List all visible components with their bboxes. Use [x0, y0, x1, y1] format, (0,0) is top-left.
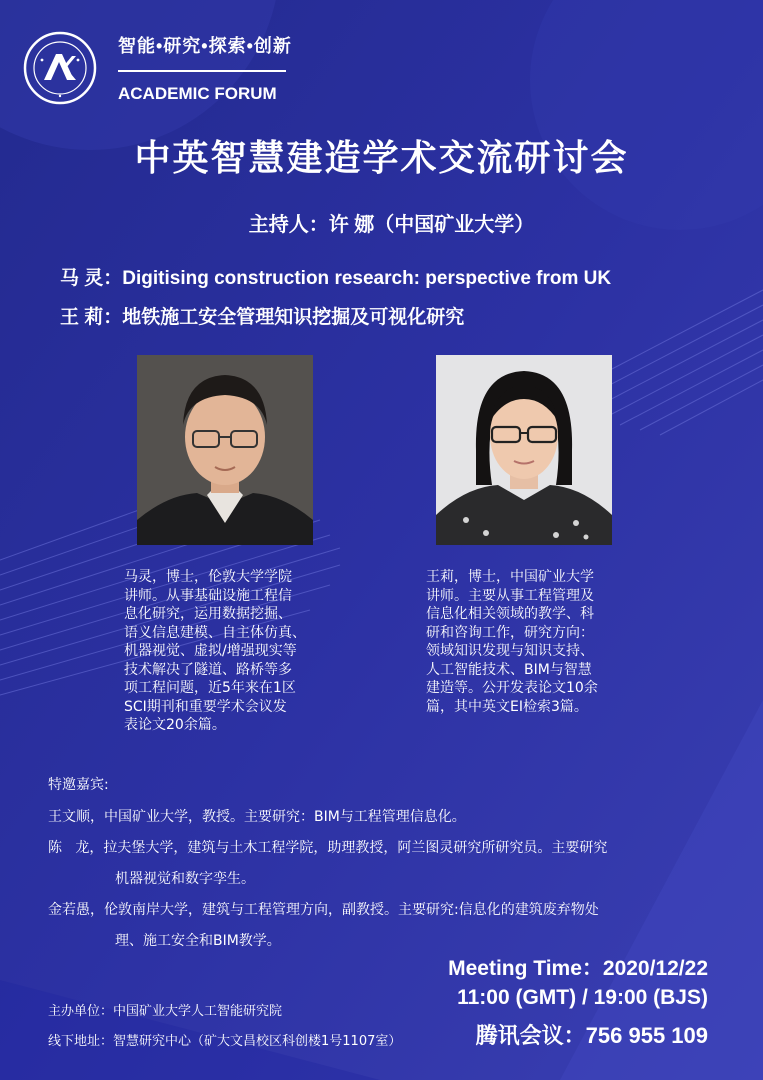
organizer: 主办单位：中国矿业大学人工智能研究院	[48, 1004, 283, 1019]
meeting-date: Meeting Time：2020/12/22	[448, 957, 708, 980]
tencent-meeting-id: 腾讯会议：756 955 109	[475, 1023, 708, 1048]
guests-heading: 特邀嘉宾:	[48, 777, 109, 793]
header-divider	[118, 70, 286, 72]
host-line: 主持人：许 娜（中国矿业大学）	[248, 214, 535, 236]
speaker-photo-wang-li	[436, 355, 612, 545]
guest-line: 金若愚，伦敦南岸大学，建筑与工程管理方向，副教授。主要研究:信息化的建筑废弃物处	[48, 902, 599, 918]
speaker-bio-wang-li: 王莉，博士，中国矿业大学 讲师。主要从事工程管理及 信息化相关领域的教学、科 研和咨询工作，研究方向： 领域知识发现与知识支持、 人工智能技术、BIM与智慧 建造等。公开发表论文10余 篇，其中英文EI检索3篇。	[426, 569, 598, 715]
guest-line: 理、施工安全和BIM教学。	[115, 933, 281, 949]
institute-logo	[22, 30, 98, 106]
event-title: 中英智慧建造学术交流研讨会	[134, 137, 629, 178]
offline-address: 线下地址：智慧研究中心（矿大文昌校区科创楼1号1107室）	[48, 1034, 402, 1049]
guest-line: 陈 龙，拉夫堡大学，建筑与土木工程学院，助理教授，阿兰图灵研究所研究员。主要研究	[48, 840, 608, 856]
speaker-bio-ma-ling: 马灵，博士，伦敦大学学院 讲师。从事基础设施工程信 息化研究，运用数据挖掘、 语义信息建模、自主体仿真、 机器视觉、虚拟/增强现实等 技术解决了隧道、路桥等多 项工程问题，近5年来在1区 SCI期刊和重要学术会议发 表论文20余篇。	[124, 569, 306, 733]
talk-wang-li: 王 莉：地铁施工安全管理知识挖掘及可视化研究	[60, 307, 465, 328]
guest-line: 王文顺，中国矿业大学，教授。主要研究：BIM与工程管理信息化。	[48, 809, 466, 825]
speaker-photo-ma-ling	[137, 355, 313, 545]
forum-label: ACADEMIC FORUM	[118, 84, 277, 103]
meeting-hours: 11:00 (GMT) / 19:00 (BJS)	[457, 986, 708, 1009]
guest-line: 机器视觉和数字孪生。	[115, 871, 255, 887]
slogan: 智能•研究•探索•创新	[118, 36, 292, 56]
talk-ma-ling: 马 灵：Digitising construction research: perspective from UK	[60, 268, 612, 289]
